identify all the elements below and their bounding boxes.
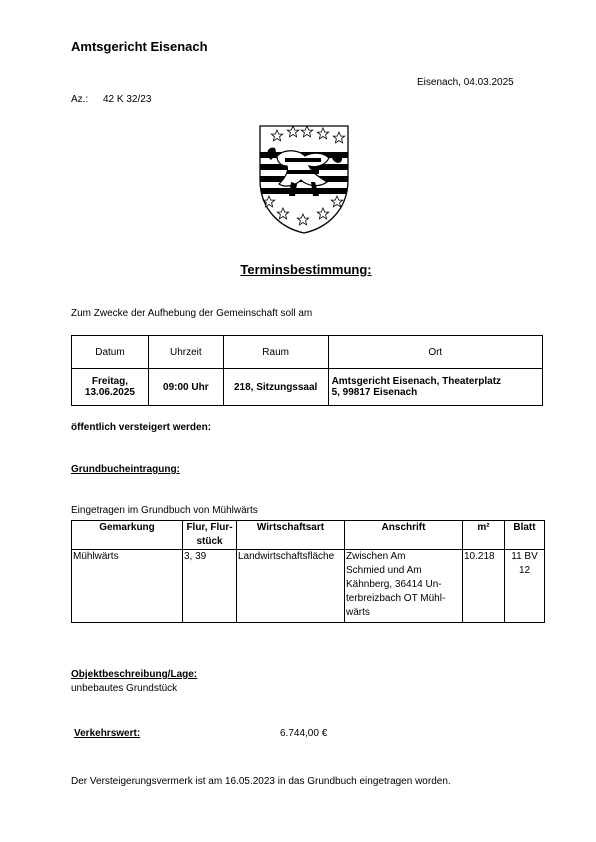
cell-wirtschaftsart: Landwirtschaftsfläche	[237, 550, 345, 623]
file-number	[71, 94, 151, 105]
appointment-table	[71, 335, 543, 406]
cell-blatt	[505, 550, 545, 623]
address-line: terbreizbach OT Mühl-	[346, 593, 446, 604]
cell-anschrift	[345, 550, 463, 623]
header-flur-line-1: Flur, Flur-	[186, 522, 233, 533]
object-description-value: unbebautes Grundstück	[71, 683, 178, 694]
header-m2: m²	[463, 521, 505, 550]
land-register-header-row	[72, 521, 545, 550]
appointment-header-row	[72, 336, 543, 369]
appointment-room: 218, Sitzungssaal	[223, 369, 328, 406]
place-line-1: Amtsgericht Eisenach, Theaterplatz	[331, 376, 502, 387]
header-wirtschaftsart: Wirtschaftsart	[237, 521, 345, 550]
land-register-table	[71, 520, 545, 623]
cell-gemarkung: Mühlwärts	[72, 550, 183, 623]
address-line: Kähnberg, 36414 Un-	[346, 579, 442, 590]
market-value: 6.744,00 €	[280, 728, 328, 739]
appointment-row	[72, 369, 543, 406]
blatt-line-2: 12	[518, 565, 531, 576]
header-datum: Datum	[72, 336, 149, 369]
market-value-label: Verkehrswert:	[74, 728, 141, 739]
address-line: Zwischen Am	[346, 551, 406, 562]
header-anschrift: Anschrift	[345, 521, 463, 550]
appointment-time: 09:00 Uhr	[148, 369, 223, 406]
address-line: wärts	[346, 607, 370, 618]
date-value: 13.06.2025	[84, 387, 135, 398]
intro-text: Zum Zwecke der Aufhebung der Gemeinschaft soll am	[71, 308, 313, 319]
place-line-2: 5, 99817 Eisenach	[331, 387, 418, 398]
cell-flur: 3, 39	[183, 550, 237, 623]
object-description-heading: Objektbeschreibung/Lage:	[71, 669, 198, 680]
header-flur-line-2: stück	[196, 536, 223, 547]
header-gemarkung: Gemarkung	[72, 521, 183, 550]
document-title: Terminsbestimmung:	[240, 262, 372, 277]
cell-m2: 10.218	[463, 550, 505, 623]
header-flur	[183, 521, 237, 550]
header-blatt: Blatt	[505, 521, 545, 550]
file-number-value: 42 K 32/23	[103, 94, 152, 105]
appointment-date	[72, 369, 149, 406]
table-row	[72, 550, 545, 623]
date-weekday: Freitag,	[91, 376, 129, 387]
court-name: Amtsgericht Eisenach	[71, 39, 208, 54]
header-ort: Ort	[328, 336, 542, 369]
land-register-intro: Eingetragen im Grundbuch von Mühlwärts	[71, 505, 258, 516]
file-number-label: Az.:	[71, 94, 89, 105]
thuringia-coat-of-arms-icon	[255, 122, 353, 236]
appointment-place	[328, 369, 542, 406]
header-uhrzeit: Uhrzeit	[148, 336, 223, 369]
blatt-line-1: 11 BV	[511, 551, 538, 562]
address-line: Schmied und Am	[346, 565, 422, 576]
land-register-heading: Grundbucheintragung:	[71, 464, 180, 475]
place-date: Eisenach, 04.03.2025	[417, 77, 514, 88]
auction-statement: öffentlich versteigert werden:	[71, 422, 212, 433]
header-raum: Raum	[223, 336, 328, 369]
final-note: Der Versteigerungsvermerk ist am 16.05.2023 in das Grundbuch eingetragen worden.	[71, 776, 451, 787]
